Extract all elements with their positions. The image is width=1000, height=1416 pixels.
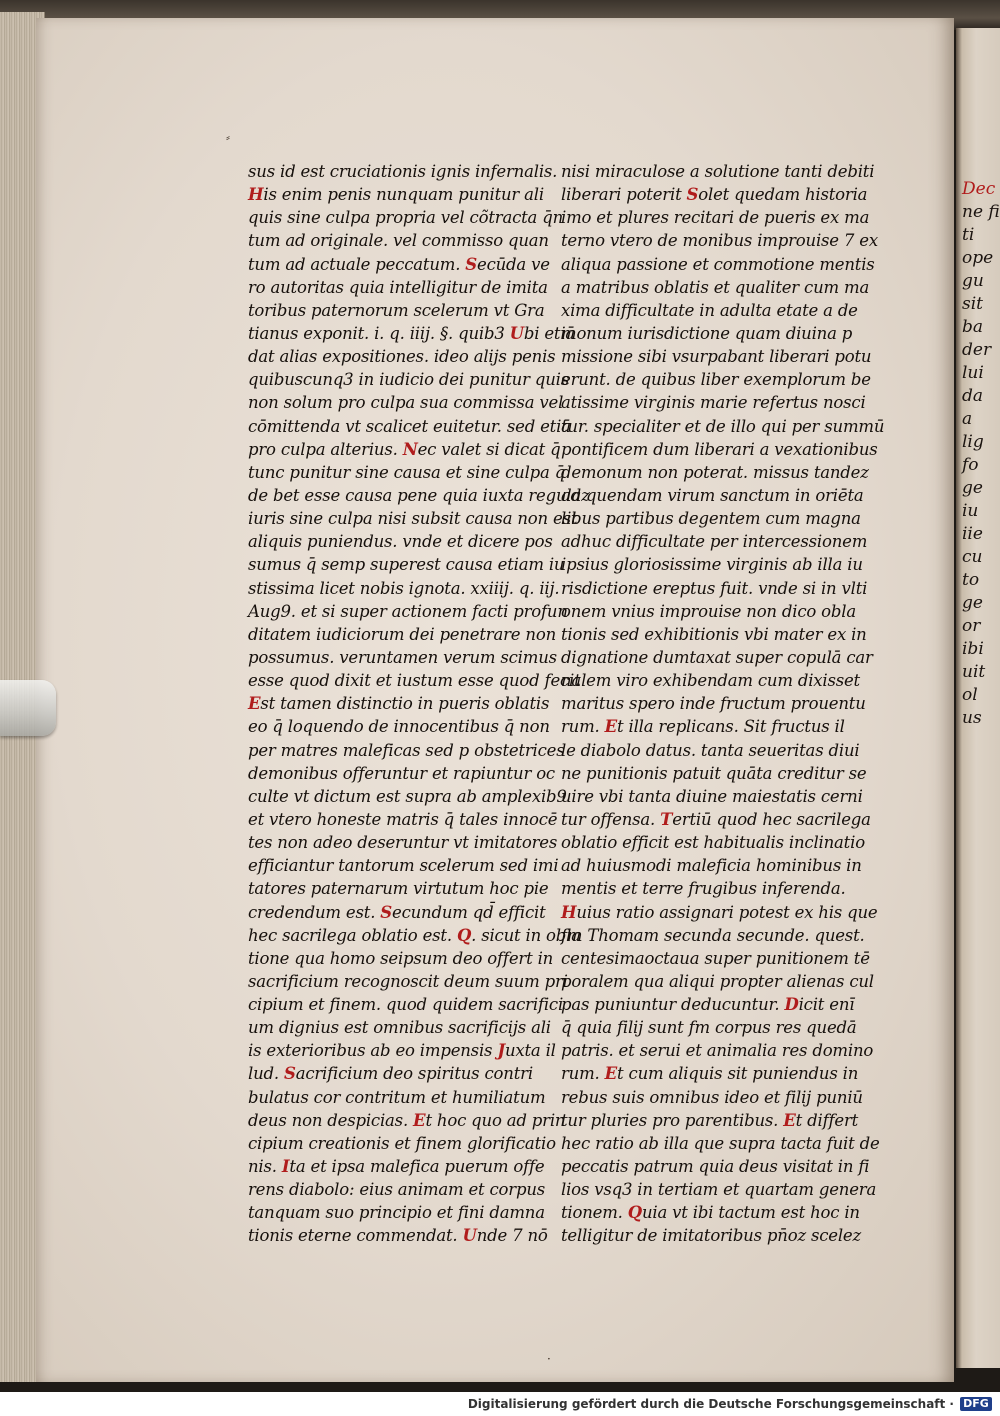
text-line: rum. Et cum aliquis sit puniendus in	[561, 1064, 859, 1084]
text-line: cipium creationis et finem glorificatio	[248, 1133, 556, 1153]
facing-page-text-fragment: lui	[962, 363, 984, 383]
text-line: tionis eterne commendat. Unde 7 nō	[248, 1226, 548, 1246]
text-line: ipsius gloriosissime virginis ab illa iu	[561, 555, 863, 575]
text-line: patris. et serui et animalia res domino	[561, 1041, 874, 1061]
text-line: hec sacrilega oblatio est. Q. sicut in obla	[248, 925, 581, 945]
text-line: lud. Sacrificium deo spiritus contri	[248, 1064, 533, 1084]
facing-page-edge	[956, 28, 1000, 1368]
text-line: demonibus offeruntur et rapiuntur oc	[248, 763, 555, 783]
text-line: centesimaoctaua super punitionem tē	[561, 948, 870, 968]
text-line: tionis sed exhibitionis vbi mater ex in	[561, 624, 867, 644]
text-line: quis sine culpa propria vel cõtracta q̄n	[248, 208, 564, 228]
text-column-left	[248, 160, 590, 1248]
text-line: poralem qua aliqui propter alienas cul	[561, 971, 874, 991]
text-line: Aug9. et si super actionem facti profun	[248, 601, 568, 621]
text-line: nis. Ita et ipsa malefica puerum offe	[248, 1157, 545, 1177]
text-line: tur. specialiter et de illo qui per summū	[561, 416, 885, 436]
text-line: ro autoritas quia intelligitur de imita	[248, 277, 548, 297]
facing-page-text-fragment: to	[962, 570, 980, 590]
rubric-initial: N	[402, 439, 418, 459]
pencil-mark: ⸗	[226, 130, 230, 144]
rubric-initial: H	[561, 902, 577, 922]
facing-page-text-fragment: a	[962, 409, 973, 429]
facing-page-text-fragment: ba	[962, 317, 984, 337]
text-line: ditatem iudiciorum dei penetrare non	[248, 624, 557, 644]
text-line: tianus exponit. i. q. iiij. §. quib3 Ubi etiā	[248, 323, 576, 343]
rubric-initial: U	[509, 323, 524, 343]
facing-page-text-fragment: lig	[962, 432, 984, 452]
text-line: pas puniuntur deducuntur. Dicit enī	[561, 995, 855, 1015]
rubric-initial: E	[248, 694, 261, 714]
facing-page-text-fragment: fo	[962, 455, 979, 475]
facing-page-text-fragment: or	[962, 616, 981, 636]
text-line: cipium et finem. quod quidem sacrifici	[248, 995, 564, 1015]
text-line: deus non despicias. Et hoc quo ad prin	[248, 1110, 566, 1130]
text-line: maritus spero inde fructum prouentu	[561, 694, 866, 714]
text-line: tionem. Quia vt ibi tactum est hoc in	[561, 1203, 860, 1223]
text-line: credendum est. Secundum qd̄ efficit	[248, 902, 546, 922]
text-line: nisi miraculose a solutione tanti debiti	[561, 162, 875, 181]
facing-page-text-fragment: us	[962, 708, 982, 728]
text-line: Est tamen distinctio in pueris oblatis	[248, 694, 550, 714]
text-line: ad huiusmodi maleficia hominibus in	[561, 856, 862, 876]
text-line: um dignius est omnibus sacrificijs ali	[248, 1018, 551, 1038]
text-line: bulatus cor contritum et humiliatum	[248, 1087, 546, 1107]
text-line: toribus paternorum scelerum vt Gra	[248, 300, 545, 320]
text-line: His enim penis nunquam punitur ali	[248, 185, 544, 205]
text-line: fm Thomam secunda secunde. quest.	[561, 925, 865, 945]
text-line: tunc punitur sine causa et sine culpa q̄	[248, 462, 566, 482]
text-line: pro culpa alterius. Nec valet si dicat q̄	[248, 439, 561, 459]
rubric-initial: E	[783, 1110, 796, 1130]
facing-page-text-fragment: der	[962, 340, 992, 360]
text-line: iuris sine culpa nisi subsit causa non est	[248, 509, 578, 529]
text-line: erunt. de quibus liber exemplorum be	[561, 370, 871, 390]
footer-bar	[0, 1392, 1000, 1416]
text-line: aliquis puniendus. vnde et dicere pos	[248, 532, 553, 552]
text-line: demonum non poterat. missus tandez	[561, 462, 869, 482]
text-line: is exterioribus ab eo impensis Juxta il	[248, 1041, 556, 1061]
rubric-initial: I	[281, 1157, 290, 1177]
text-line: tes non adeo deseruntur vt imitatores	[248, 833, 558, 853]
text-line: pontificem dum liberari a vexationibus	[561, 439, 878, 459]
text-line: a matribus oblatis et qualiter cum ma	[561, 277, 870, 297]
text-line: esse quod dixit et iustum esse quod fecit	[248, 671, 581, 691]
text-line: rum. Et illa replicans. Sit fructus il	[561, 717, 845, 737]
text-line: per matres maleficas sed p obstetrices	[248, 740, 565, 760]
text-line: oblatio efficit est habitualis inclinatio	[561, 833, 865, 853]
text-line: stissima licet nobis ignota. xxiiij. q. iij.	[248, 578, 560, 598]
text-line: telligitur de imitatoribus pn̄oz scelez	[561, 1226, 861, 1246]
rubric-initial: S	[283, 1064, 296, 1084]
text-line: et vtero honeste matris q̄ tales innocē	[248, 809, 558, 829]
text-line: liberari poterit Solet quedam historia	[561, 185, 868, 205]
text-line: efficiantur tantorum scelerum sed imi	[248, 856, 559, 876]
pencil-mark: ·	[547, 1352, 551, 1366]
text-line: monum iurisdictione quam diuina p	[561, 323, 853, 343]
text-line: tatores paternarum virtutum hoc pie	[248, 879, 549, 899]
facing-page-text-fragment: ibi	[962, 639, 984, 659]
rubric-initial: J	[497, 1041, 505, 1061]
rubric-initial: S	[686, 185, 699, 205]
text-line: hec ratio ab illa que supra tacta fuit de	[561, 1133, 880, 1153]
text-line: uire vbi tanta diuine maiestatis cerni	[561, 786, 863, 806]
facing-page-text-fragment: ge	[962, 478, 983, 498]
rubric-initial: S	[380, 902, 392, 922]
text-line: imo et plures recitari de pueris ex ma	[561, 208, 870, 228]
text-line: terno vtero de monibus improuise 7 ex	[561, 231, 878, 251]
text-line: sus id est cruciationis ignis infernalis.	[248, 162, 558, 181]
rubric-initial: S	[465, 254, 478, 274]
text-line: dat alias expositiones. ideo alijs penis	[248, 347, 556, 367]
facing-page-text-fragment: ne fi	[962, 202, 1000, 222]
text-line: onem vnius improuise non dico obla	[561, 601, 856, 621]
text-line: ad quendam virum sanctum in oriēta	[561, 485, 864, 505]
facing-page-text-fragment: ope	[962, 248, 994, 268]
rubric-initial: E	[604, 717, 618, 737]
text-line: tum ad originale. vel commisso quan	[248, 231, 549, 251]
text-line: sacrificium recognoscit deum suum pri	[248, 971, 568, 991]
clip-tab	[0, 680, 56, 736]
text-line: tum ad actuale peccatum. Secūda ve	[248, 254, 550, 274]
text-line: mentis et terre frugibus inferenda.	[561, 879, 846, 899]
facing-page-text-fragment: iu	[962, 501, 979, 521]
rubric-initial: Q	[456, 925, 472, 945]
text-line: ne punitionis patuit quāta creditur se	[561, 763, 867, 783]
text-line: risdictione ereptus fuit. vnde si in vlti	[561, 578, 868, 598]
facing-page-text-fragment: iie	[962, 524, 983, 544]
text-line: possumus. veruntamen verum scimus	[248, 647, 557, 667]
rubric-initial: Q	[627, 1203, 642, 1223]
text-line: eo q̄ loquendo de innocentibus q̄ non	[248, 717, 550, 737]
text-line: tanquam suo principio et fini damna	[248, 1203, 545, 1223]
text-line: lios vsq3 in tertiam et quartam genera	[561, 1180, 877, 1200]
text-line: adhuc difficultate per intercessionem	[561, 532, 868, 552]
facing-page-text-fragment: ti	[962, 225, 975, 245]
facing-page-text-fragment: sit	[962, 294, 983, 314]
text-line: missione sibi vsurpabant liberari potu	[561, 347, 872, 367]
text-line: rens diabolo: eius animam et corpus	[248, 1180, 546, 1200]
text-line: Huius ratio assignari potest ex his que	[561, 902, 878, 922]
text-column-right	[561, 160, 885, 1248]
rubric-initial: E	[413, 1110, 426, 1130]
text-line: culte vt dictum est supra ab amplexib9	[248, 786, 567, 806]
facing-page-text-fragment: ol	[962, 685, 978, 705]
text-line: de bet esse causa pene quia iuxta regulaz	[248, 485, 590, 505]
text-line: tur offensa. Tertiū quod hec sacrilega	[561, 809, 871, 829]
rubric-initial: U	[462, 1226, 477, 1246]
text-line: quibuscunq3 in iudicio dei punitur quis	[248, 370, 569, 390]
text-line: non solum pro culpa sua commissa vel	[248, 393, 564, 413]
rubric-initial: E	[604, 1064, 618, 1084]
text-line: le diabolo datus. tanta seueritas diui	[561, 740, 860, 760]
text-line: cōmittenda vt scalicet euitetur. sed etiā	[248, 416, 571, 436]
text-line: dignatione dumtaxat super copulā car	[561, 647, 873, 667]
text-line: aliqua passione et commotione mentis	[561, 254, 875, 274]
facing-page-text-fragment: Dec	[962, 179, 996, 199]
text-line: atissime virginis marie refertus nosci	[561, 393, 866, 413]
text-line: libus partibus degentem cum magna	[561, 509, 861, 529]
rubric-initial: H	[248, 185, 264, 205]
text-line: xima difficultate in adulta etate a de	[561, 300, 858, 320]
text-line: tione qua homo seipsum deo offert in	[248, 948, 554, 968]
facing-page-text-fragment: cu	[962, 547, 983, 567]
text-line: rebus suis omnibus ideo et filij puniū	[561, 1087, 863, 1107]
rubric-initial: T	[660, 809, 673, 829]
facing-page-text-fragment: gu	[962, 271, 984, 291]
text-line: nalem viro exhibendam cum dixisset	[561, 671, 860, 691]
rubric-initial: D	[784, 995, 799, 1015]
text-line: tur pluries pro parentibus. Et differt	[561, 1110, 859, 1130]
text-line: peccatis patrum quia deus visitat in fi	[561, 1157, 870, 1177]
footer-credit: Digitalisierung gefördert durch die Deutsche Forschungsgemeinschaft ·	[467, 1397, 954, 1411]
facing-page-text-fragment: ge	[962, 593, 983, 613]
facing-page-text-fragment: uit	[962, 662, 986, 682]
text-line: q̄ quia filij sunt fm corpus res quedā	[561, 1018, 857, 1038]
facing-page-text-fragment: da	[962, 386, 984, 406]
text-line: sumus q̄ semp superest causa etiam iu	[248, 555, 565, 575]
dfg-logo: DFG	[960, 1397, 992, 1411]
